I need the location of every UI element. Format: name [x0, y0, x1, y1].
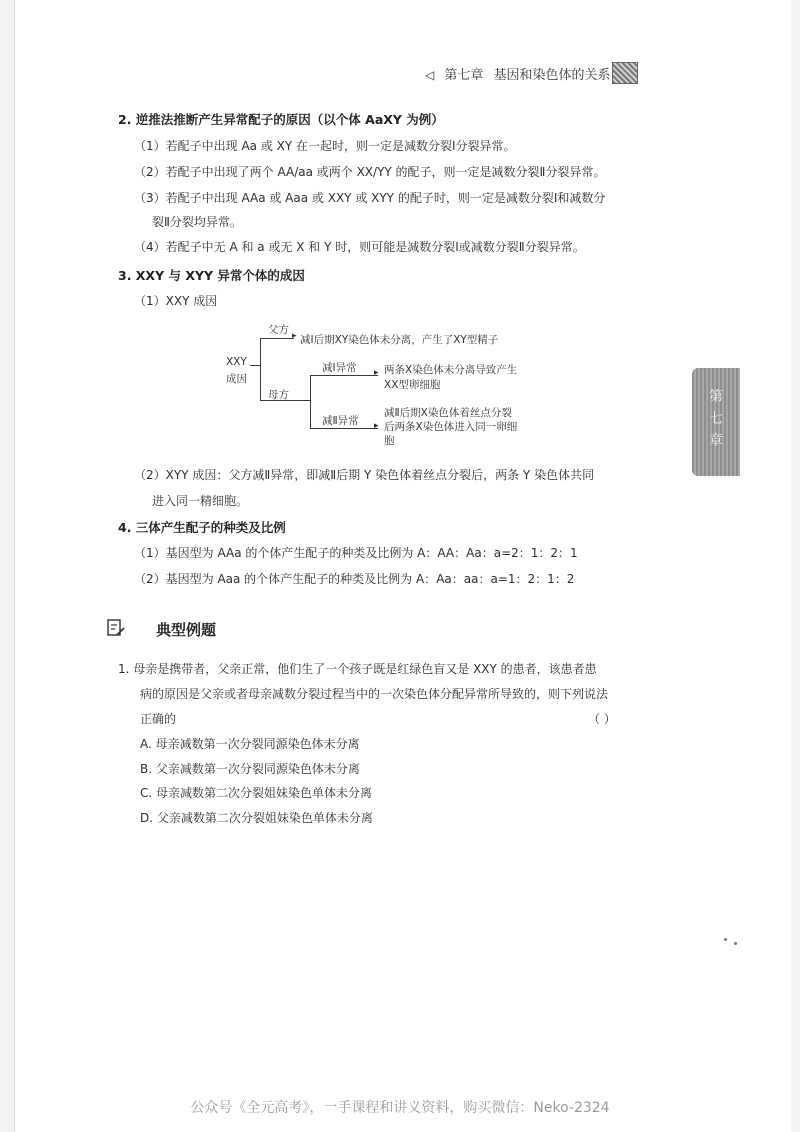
- m1-line: [310, 375, 378, 376]
- page-header: [425, 64, 611, 83]
- example-pencil-icon: [107, 618, 125, 638]
- diagram-root-connector: [250, 365, 260, 366]
- diagram-trunk-line: [260, 338, 261, 400]
- option-d: D. 父亲减数第二次分裂姐妹染色单体未分离: [140, 811, 373, 825]
- m2-label: 减Ⅱ异常: [322, 415, 359, 427]
- section-2-title: 2. 逆推法推断产生异常配子的原因（以个体 AaXY 为例）: [118, 112, 444, 127]
- examples-section-title: 典型例题: [156, 621, 217, 639]
- section-3-title: 3. XXY 与 XYY 异常个体的成因: [118, 268, 305, 283]
- chapter-title: 基因和染色体的关系: [493, 68, 611, 83]
- chapter-number: 第七章: [444, 68, 484, 83]
- mother-split-line: [310, 375, 311, 428]
- m2-result-line3: 胞: [384, 435, 395, 447]
- section-3-sub2-line2: 进入同一精细胞。: [152, 494, 249, 508]
- m2-line: [310, 428, 378, 429]
- mother-label: 母方: [268, 389, 289, 401]
- arrow-right-icon: ▸: [374, 421, 379, 431]
- triangle-left-icon: ◁: [425, 68, 435, 82]
- question-1-line1: 1. 母亲是携带者，父亲正常，他们生了一个孩子既是红绿色盲又是 XXY 的患者，该患者患: [118, 662, 597, 676]
- chapter-side-tab-label: 第七章: [709, 389, 723, 449]
- chapter-side-tab: [692, 368, 740, 476]
- section-2-item-2: （2）若配子中出现了两个 AA/aa 或两个 XX/YY 的配子，则一定是减数分裂Ⅱ分裂异常。: [134, 165, 606, 179]
- diagram-root-line2: 成因: [226, 373, 247, 385]
- arrow-right-icon: ▸: [374, 368, 379, 378]
- diagram-root-line1: XXY: [226, 356, 247, 368]
- option-a: A. 母亲减数第一次分裂同源染色体未分离: [140, 737, 360, 751]
- m1-label: 减Ⅰ异常: [322, 362, 357, 374]
- father-label: 父方: [268, 324, 289, 336]
- answer-blank: （ ）: [588, 712, 616, 726]
- scan-speck: [724, 938, 727, 941]
- father-branch-line: [260, 338, 294, 339]
- m1-result-line2: XX型卵细胞: [384, 379, 441, 391]
- section-3-sub1: （1）XXY 成因: [134, 294, 218, 308]
- section-2-item-3: （3）若配子中出现 AAa 或 Aaa 或 XXY 或 XYY 的配子时，则一定是减数分裂Ⅰ和减数分: [134, 191, 606, 205]
- chapter-logo-icon: [612, 62, 638, 84]
- section-4-item-1: （1）基因型为 AAa 的个体产生配子的种类及比例为 A：AA：Aa：a=2：1：2：1: [134, 546, 578, 560]
- section-2-item-1: （1）若配子中出现 Aa 或 XY 在一起时，则一定是减数分裂Ⅰ分裂异常。: [134, 139, 516, 153]
- section-4-title: 4. 三体产生配子的种类及比例: [118, 520, 286, 535]
- section-2-item-4: （4）若配子中无 A 和 a 或无 X 和 Y 时，则可能是减数分裂Ⅰ或减数分裂Ⅱ分裂异常。: [134, 240, 585, 254]
- footer-watermark: 公众号《全元高考》，一手课程和讲义资料，购买微信：Neko-2324: [190, 1100, 610, 1116]
- m1-result-line1: 两条X染色体未分离导致产生: [384, 364, 518, 376]
- section-3-sub2-line1: （2）XYY 成因：父方减Ⅱ异常，即减Ⅱ后期 Y 染色体着丝点分裂后，两条 Y 染色体共同: [134, 468, 595, 482]
- section-2-item-3-cont: 裂Ⅱ分裂均异常。: [152, 215, 242, 229]
- question-1-line2: 病的原因是父亲或者母亲减数分裂过程当中的一次染色体分配异常所导致的，则下列说法: [140, 687, 609, 701]
- section-4-item-2: （2）基因型为 Aaa 的个体产生配子的种类及比例为 A：Aa：aa：a=1：2：1：2: [134, 572, 575, 586]
- m2-result-line2: 后两条X染色体进入同一卵细: [384, 421, 518, 433]
- question-1-line3: 正确的: [140, 712, 177, 726]
- father-result: 减Ⅰ后期XY染色体未分离，产生了XY型精子: [300, 334, 499, 346]
- scan-speck: [734, 942, 737, 945]
- option-b: B. 父亲减数第一次分裂同源染色体未分离: [140, 762, 360, 776]
- option-c: C. 母亲减数第二次分裂姐妹染色单体未分离: [140, 786, 373, 800]
- arrow-right-icon: ▸: [292, 331, 297, 341]
- m2-result-line1: 减Ⅱ后期X染色体着丝点分裂: [384, 407, 512, 419]
